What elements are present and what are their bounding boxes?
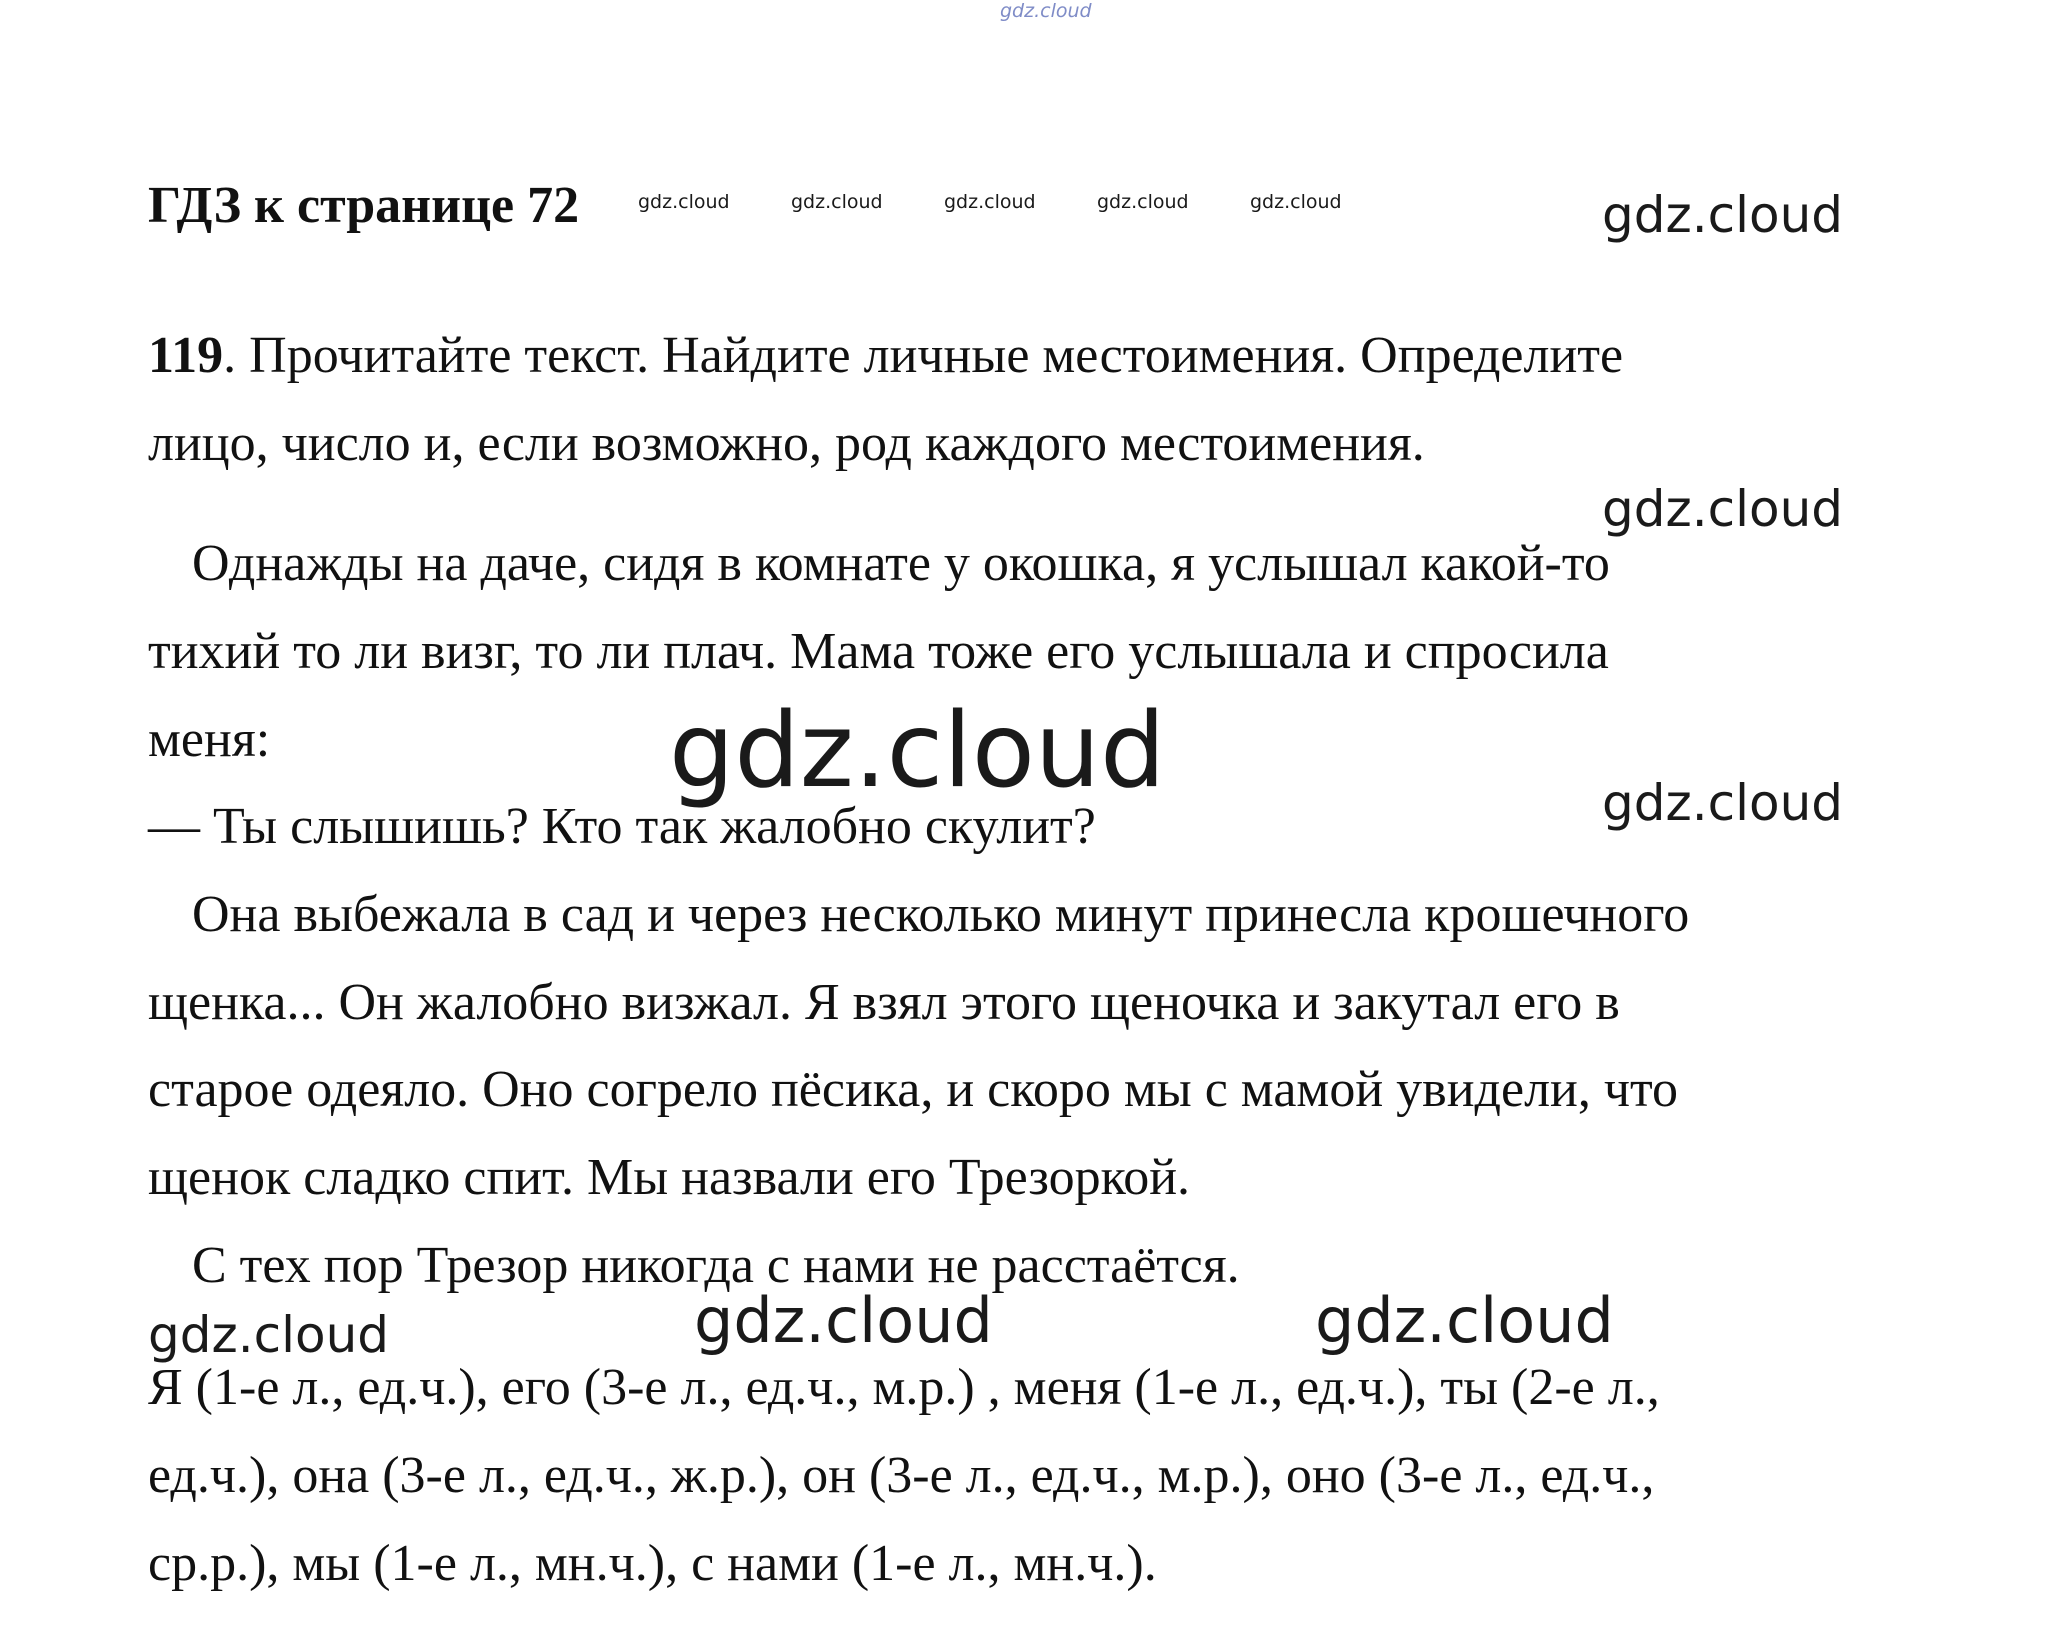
watermark-top: gdz.cloud — [1000, 0, 1092, 22]
text-line-9: С тех пор Трезор никогда с нами не расстаётся. — [192, 1237, 1240, 1294]
watermark-bottom-left: gdz.cloud — [148, 1306, 390, 1364]
watermark-header-small-4: gdz.cloud — [1097, 191, 1189, 213]
watermark-header-small-5: gdz.cloud — [1250, 191, 1342, 213]
text-line-8: щенок сладко спит. Мы назвали его Трезоркой. — [148, 1149, 1191, 1206]
text-line-2: тихий то ли визг, то ли плач. Мама тоже его услышала и спросила — [148, 623, 1609, 680]
task-line-1-text: . Прочитайте текст. Найдите личные местоимения. Определите — [223, 327, 1624, 384]
text-line-5: Она выбежала в сад и через несколько минут принесла крошечного — [192, 886, 1690, 943]
watermark-right-1: gdz.cloud — [1602, 186, 1844, 244]
watermark-header-small-3: gdz.cloud — [944, 191, 1036, 213]
watermark-center-big: gdz.cloud — [669, 691, 1166, 811]
task-number: 119 — [148, 327, 224, 384]
watermark-bottom-right: gdz.cloud — [1315, 1284, 1614, 1357]
watermark-header-small-1: gdz.cloud — [638, 191, 730, 213]
answer-line-2: ед.ч.), она (3-е л., ед.ч., ж.р.), он (3-е л., ед.ч., м.р.), оно (3-е л., ед.ч., — [148, 1447, 1655, 1504]
text-line-3: меня: — [148, 711, 271, 768]
task-line-2: лицо, число и, если возможно, род каждого местоимения. — [148, 415, 1425, 472]
answer-line-3: ср.р.), мы (1-е л., мн.ч.), с нами (1-е л., мн.ч.). — [148, 1535, 1157, 1592]
text-line-6: щенка... Он жалобно визжал. Я взял этого щеночка и закутал его в — [148, 974, 1620, 1031]
text-line-4: — Ты слышишь? Кто так жалобно скулит? — [148, 798, 1096, 855]
watermark-right-2: gdz.cloud — [1602, 480, 1844, 538]
text-line-7: старое одеяло. Оно согрело пёсика, и скоро мы с мамой увидели, что — [148, 1061, 1679, 1118]
watermark-right-3: gdz.cloud — [1602, 774, 1844, 832]
answer-line-1: Я (1-е л., ед.ч.), его (3-е л., ед.ч., м.р.) , меня (1-е л., ед.ч.), ты (2-е л., — [148, 1359, 1660, 1416]
text-line-1: Однажды на даче, сидя в комнате у окошка, я услышал какой-то — [192, 535, 1610, 592]
page-title: ГДЗ к странице 72 — [148, 177, 580, 234]
watermark-bottom-mid: gdz.cloud — [694, 1284, 993, 1357]
task-line-1 — [148, 327, 1624, 384]
watermark-header-small-2: gdz.cloud — [791, 191, 883, 213]
